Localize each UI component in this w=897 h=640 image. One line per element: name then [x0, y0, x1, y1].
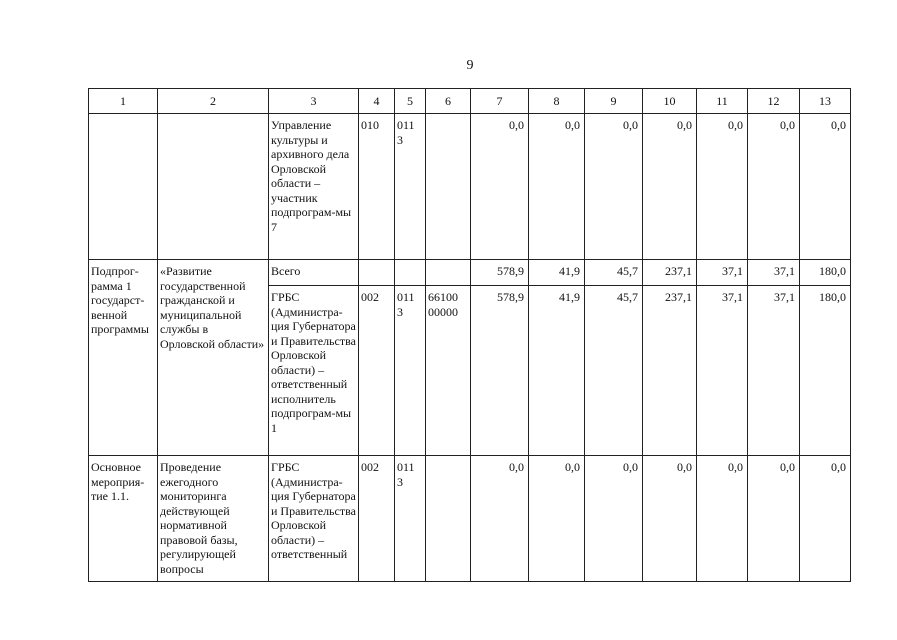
value-cell: 0,0 [748, 456, 800, 582]
column-header: 4 [359, 89, 395, 114]
column-header: 5 [395, 89, 426, 114]
value-cell: 37,1 [697, 286, 748, 456]
value-cell: 237,1 [643, 260, 697, 286]
value-cell: 41,9 [529, 260, 585, 286]
value-cell: 41,9 [529, 286, 585, 456]
column-header: 13 [800, 89, 851, 114]
column-header: 2 [158, 89, 269, 114]
value-cell: 0,0 [643, 114, 697, 260]
value-cell: 0,0 [471, 456, 529, 582]
value-cell: 180,0 [800, 260, 851, 286]
column-header: 10 [643, 89, 697, 114]
column-header: 11 [697, 89, 748, 114]
section-code-cell: 011 3 [395, 114, 426, 260]
program-cell [89, 114, 158, 260]
target-code-cell [426, 114, 471, 260]
value-cell: 237,1 [643, 286, 697, 456]
value-cell: 45,7 [585, 260, 643, 286]
value-cell: 0,0 [643, 456, 697, 582]
value-cell: 0,0 [748, 114, 800, 260]
program-cell: Подпрог-рамма 1 государст-венной программы [89, 260, 158, 456]
value-cell: 37,1 [748, 260, 800, 286]
section-code-cell [395, 260, 426, 286]
value-cell: 0,0 [697, 456, 748, 582]
value-cell: 180,0 [800, 286, 851, 456]
column-header: 8 [529, 89, 585, 114]
section-code-cell: 011 3 [395, 286, 426, 456]
value-cell: 0,0 [529, 114, 585, 260]
title-cell [158, 114, 269, 260]
value-cell: 37,1 [697, 260, 748, 286]
value-cell: 0,0 [585, 456, 643, 582]
title-cell: Проведение ежегодного мониторинга действующей нормативной правовой базы, регулирующей вопросы [158, 456, 269, 582]
title-cell: «Развитие государственной гражданской и муниципальной службы в Орловской области» [158, 260, 269, 456]
table-row [89, 114, 851, 260]
target-code-cell [426, 260, 471, 286]
executor-cell: Всего [269, 260, 359, 286]
value-cell: 578,9 [471, 260, 529, 286]
column-header: 3 [269, 89, 359, 114]
value-cell: 0,0 [585, 114, 643, 260]
value-cell: 578,9 [471, 286, 529, 456]
value-cell: 0,0 [529, 456, 585, 582]
value-cell: 0,0 [800, 456, 851, 582]
value-cell: 37,1 [748, 286, 800, 456]
executor-cell: ГРБС (Администра-ция Губернатора и Правительства Орловской области) – ответственный исполнитель подпрограм-мы 1 [269, 286, 359, 456]
program-cell: Основное мероприя-тие 1.1. [89, 456, 158, 582]
grbs-code-cell: 002 [359, 456, 395, 582]
grbs-code-cell [359, 260, 395, 286]
column-header: 12 [748, 89, 800, 114]
grbs-code-cell: 002 [359, 286, 395, 456]
column-header: 7 [471, 89, 529, 114]
executor-cell: Управление культуры и архивного дела Орловской области – участник подпрограм-мы 7 [269, 114, 359, 260]
value-cell: 0,0 [697, 114, 748, 260]
table-header-row [89, 89, 851, 114]
value-cell: 0,0 [471, 114, 529, 260]
grbs-code-cell: 010 [359, 114, 395, 260]
value-cell: 0,0 [800, 114, 851, 260]
table-row [89, 456, 851, 582]
target-code-cell [426, 456, 471, 582]
column-header: 6 [426, 89, 471, 114]
column-header: 1 [89, 89, 158, 114]
section-code-cell: 011 3 [395, 456, 426, 582]
target-code-cell: 66100 00000 [426, 286, 471, 456]
column-header: 9 [585, 89, 643, 114]
executor-cell: ГРБС (Администра-ция Губернатора и Правительства Орловской области) – ответственный [269, 456, 359, 582]
table-row [89, 260, 851, 286]
budget-table [88, 88, 851, 582]
page-number: 9 [466, 58, 474, 73]
value-cell: 45,7 [585, 286, 643, 456]
